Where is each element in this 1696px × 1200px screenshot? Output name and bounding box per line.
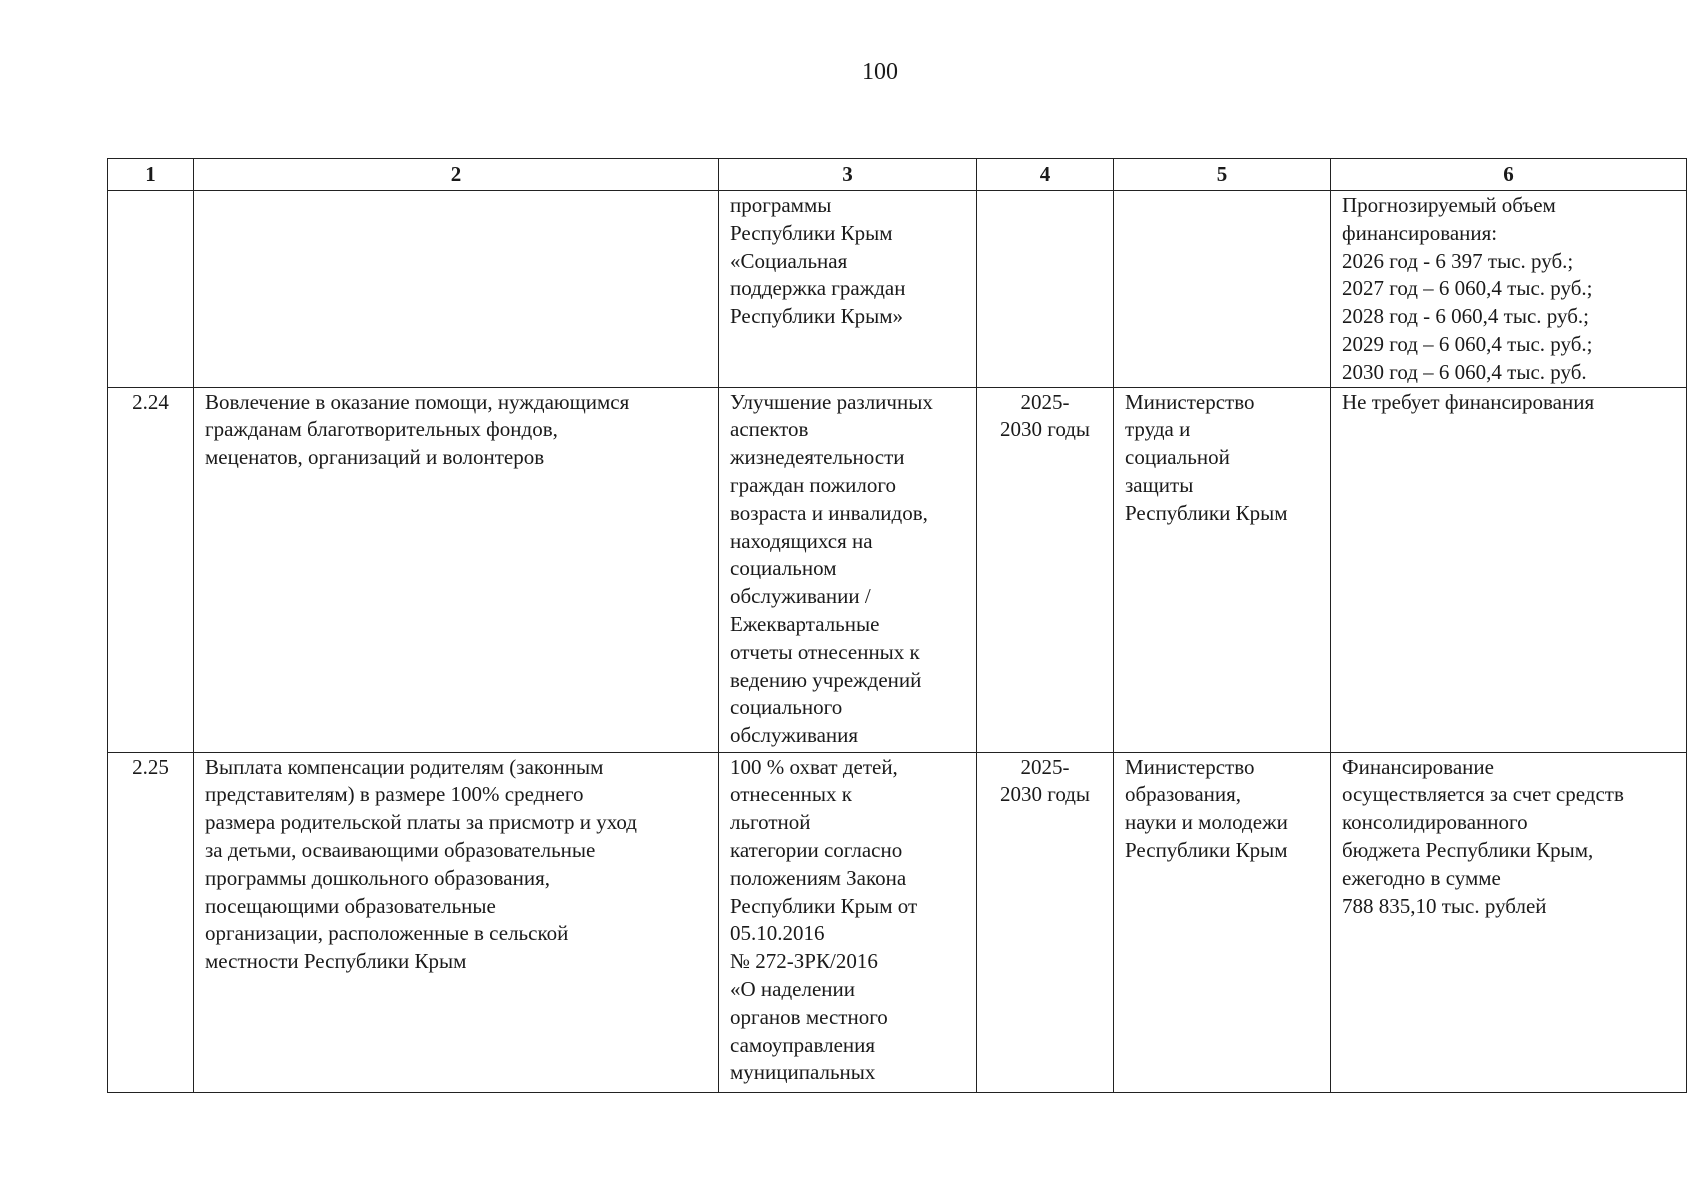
- cell-period: 2025- 2030 годы: [977, 387, 1114, 752]
- page-number: 100: [862, 59, 898, 85]
- cell-financing: Финансирование осуществляется за счет средств консолидированного бюджета Республики Крым, ежегодно в сумме 788 835,10 тыс. рублей: [1331, 752, 1687, 1092]
- column-header: 4: [977, 159, 1114, 191]
- cell-number: 2.25: [108, 752, 194, 1092]
- cell-outcome: 100 % охват детей, отнесенных к льготной категории согласно положениям Закона Республики Крым от 05.10.2016 № 272-ЗРК/2016 «О наделении органов местного самоуправления муниципальных: [719, 752, 977, 1092]
- column-header: 1: [108, 159, 194, 191]
- column-header: 3: [719, 159, 977, 191]
- table-header-row: [108, 159, 1687, 191]
- cell-number: [108, 191, 194, 388]
- cell-outcome: Улучшение различных аспектов жизнедеятельности граждан пожилого возраста и инвалидов, находящихся на социальном обслуживании / Ежеквартальные отчеты отнесенных к ведению учреждений социального обслуживания: [719, 387, 977, 752]
- column-header: 6: [1331, 159, 1687, 191]
- table-row: [108, 191, 1687, 388]
- cell-executor: [1114, 191, 1331, 388]
- cell-financing: Прогнозируемый объем финансирования: 2026 год - 6 397 тыс. руб.; 2027 год – 6 060,4 тыс. руб.; 2028 год - 6 060,4 тыс. руб.; 2029 год – 6 060,4 тыс. руб.; 2030 год – 6 060,4 тыс. руб.: [1331, 191, 1687, 388]
- measures-table: [107, 158, 1687, 1093]
- column-header: 2: [194, 159, 719, 191]
- cell-period: 2025- 2030 годы: [977, 752, 1114, 1092]
- cell-financing: Не требует финансирования: [1331, 387, 1687, 752]
- table-row: [108, 387, 1687, 752]
- cell-description: Выплата компенсации родителям (законным представителям) в размере 100% среднего размера родительской платы за присмотр и уход за детьми, осваивающими образовательные программы дошкольного образования, посещающими образовательные организации, расположенные в сельской местности Республики Крым: [194, 752, 719, 1092]
- cell-description: Вовлечение в оказание помощи, нуждающимся гражданам благотворительных фондов, меценатов, организаций и волонтеров: [194, 387, 719, 752]
- column-header: 5: [1114, 159, 1331, 191]
- cell-executor: Министерство образования, науки и молодежи Республики Крым: [1114, 752, 1331, 1092]
- cell-outcome: программы Республики Крым «Социальная поддержка граждан Республики Крым»: [719, 191, 977, 388]
- cell-executor: Министерство труда и социальной защиты Республики Крым: [1114, 387, 1331, 752]
- cell-number: 2.24: [108, 387, 194, 752]
- table-row: [108, 752, 1687, 1092]
- cell-period: [977, 191, 1114, 388]
- cell-description: [194, 191, 719, 388]
